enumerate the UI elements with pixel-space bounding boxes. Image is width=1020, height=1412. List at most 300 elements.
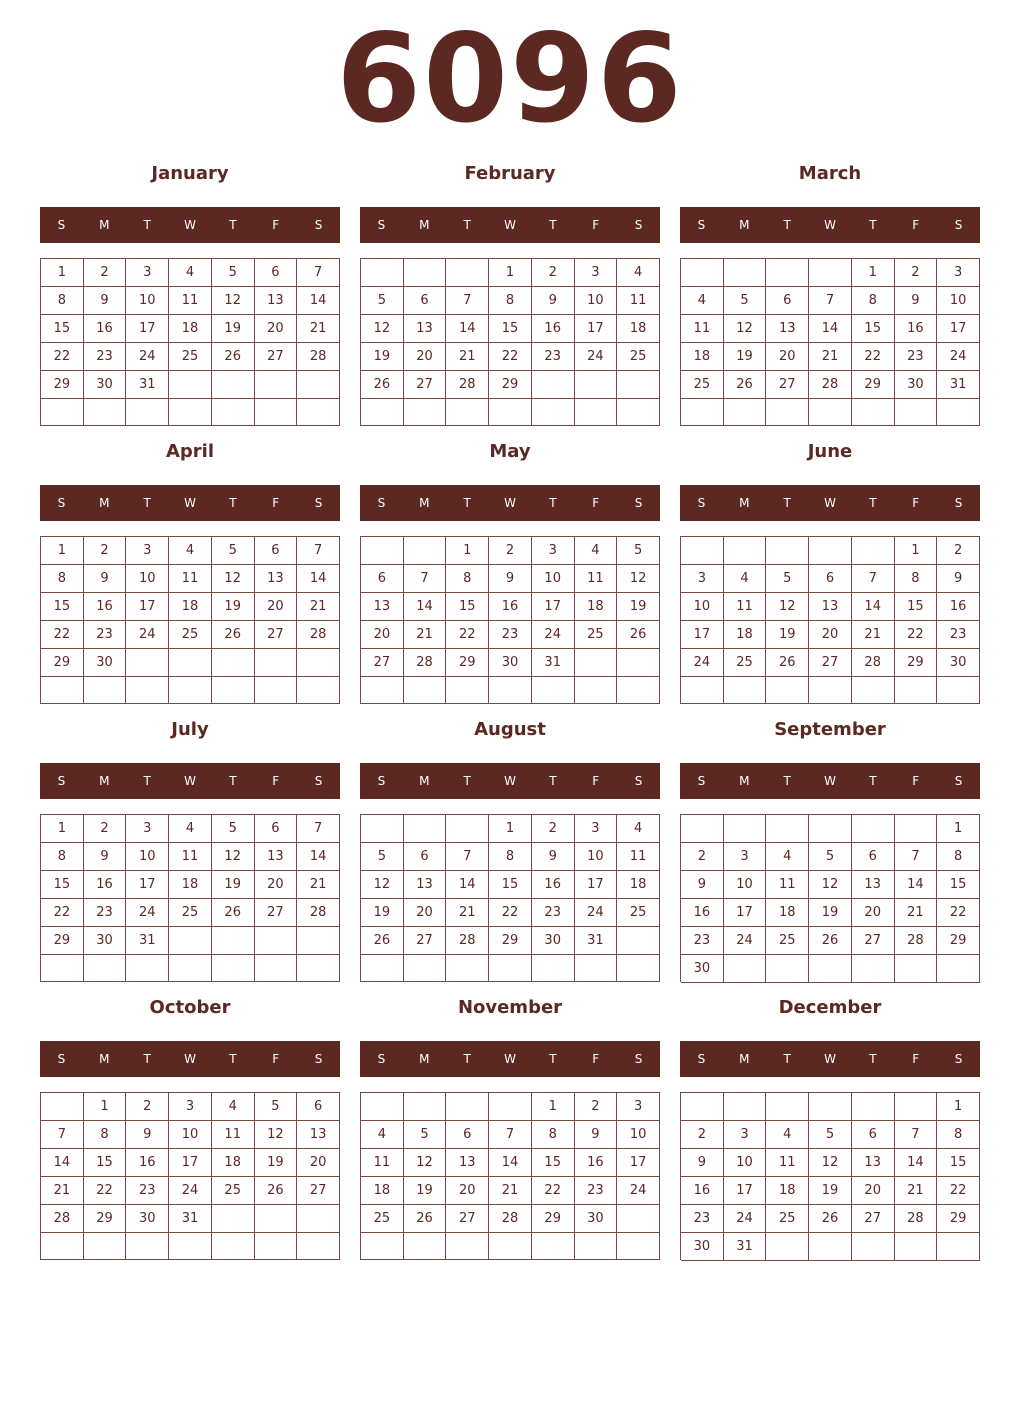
- day-cell: 4: [617, 259, 660, 287]
- day-cell: 5: [361, 843, 404, 871]
- day-cell: 12: [361, 871, 404, 899]
- day-cell: 23: [84, 343, 127, 371]
- weekday-label: S: [634, 218, 643, 232]
- day-cell: 24: [681, 649, 724, 677]
- day-cell: 31: [126, 371, 169, 399]
- weekday-label: T: [869, 218, 877, 232]
- day-cell: 4: [575, 537, 618, 565]
- day-cell: 10: [724, 1149, 767, 1177]
- day-cell: 8: [489, 843, 532, 871]
- day-cell: [297, 649, 340, 677]
- day-cell: 16: [126, 1149, 169, 1177]
- day-cell: 25: [617, 899, 660, 927]
- day-cell: 16: [489, 593, 532, 621]
- day-cell: 4: [681, 287, 724, 315]
- day-cell: 16: [532, 871, 575, 899]
- day-cell: [617, 649, 660, 677]
- day-cell: 19: [212, 593, 255, 621]
- day-cell: 19: [766, 621, 809, 649]
- day-cell: [766, 815, 809, 843]
- day-cell: 6: [404, 843, 447, 871]
- day-cell: 21: [297, 315, 340, 343]
- day-cell: [212, 649, 255, 677]
- day-cell: [169, 371, 212, 399]
- weekday-header: [40, 485, 340, 521]
- day-cell: 21: [895, 899, 938, 927]
- day-cell: [404, 955, 447, 982]
- day-cell: 18: [617, 315, 660, 343]
- day-cell: 25: [169, 899, 212, 927]
- day-cell: 28: [489, 1205, 532, 1233]
- day-cell: 27: [766, 371, 809, 399]
- weekday-label: T: [549, 774, 557, 788]
- day-cell: 1: [489, 259, 532, 287]
- day-cell: 31: [126, 927, 169, 955]
- weekday-label: S: [697, 1052, 706, 1066]
- weekday-label: S: [634, 1052, 643, 1066]
- weekday-label: W: [184, 496, 196, 510]
- day-cell: [681, 677, 724, 704]
- day-cell: 31: [937, 371, 980, 399]
- day-cell: 19: [361, 343, 404, 371]
- day-cell: 21: [446, 343, 489, 371]
- day-cell: 17: [126, 315, 169, 343]
- day-cell: 22: [937, 1177, 980, 1205]
- weekday-header: [360, 207, 660, 243]
- day-cell: 3: [681, 565, 724, 593]
- weekday-label: T: [229, 774, 237, 788]
- day-cell: 21: [404, 621, 447, 649]
- day-cell: 4: [766, 843, 809, 871]
- day-cell: [766, 399, 809, 426]
- weekday-header: [360, 485, 660, 521]
- day-cell: [489, 399, 532, 426]
- weekday-label: S: [377, 496, 386, 510]
- day-cell: 4: [169, 259, 212, 287]
- day-cell: 27: [404, 927, 447, 955]
- day-cell: 2: [681, 843, 724, 871]
- day-cell: 3: [575, 815, 618, 843]
- day-cell: [212, 677, 255, 704]
- day-cell: [766, 259, 809, 287]
- weekday-label: F: [272, 774, 280, 788]
- day-cell: 19: [212, 871, 255, 899]
- day-cell: 19: [212, 315, 255, 343]
- day-cell: 5: [617, 537, 660, 565]
- day-cell: [895, 815, 938, 843]
- weekday-label: T: [783, 218, 791, 232]
- day-cell: 31: [575, 927, 618, 955]
- weekday-label: S: [377, 1052, 386, 1066]
- day-cell: [532, 955, 575, 982]
- day-cell: 11: [681, 315, 724, 343]
- day-cell: 31: [169, 1205, 212, 1233]
- weekday-label: S: [57, 774, 66, 788]
- month-title: June: [807, 441, 853, 462]
- day-cell: 8: [489, 287, 532, 315]
- day-cell: 26: [212, 899, 255, 927]
- day-cell: 10: [126, 843, 169, 871]
- day-cell: 28: [852, 649, 895, 677]
- day-cell: 1: [41, 537, 84, 565]
- weekday-label: T: [143, 1052, 151, 1066]
- day-cell: [446, 399, 489, 426]
- day-grid: [680, 258, 980, 426]
- day-cell: 1: [41, 815, 84, 843]
- day-cell: 5: [212, 815, 255, 843]
- day-cell: [169, 1233, 212, 1260]
- day-cell: 12: [617, 565, 660, 593]
- weekday-label: F: [912, 496, 920, 510]
- weekday-label: T: [143, 218, 151, 232]
- day-cell: [297, 1205, 340, 1233]
- day-cell: 22: [489, 899, 532, 927]
- day-cell: 13: [255, 287, 298, 315]
- day-cell: [575, 1233, 618, 1260]
- day-cell: 23: [895, 343, 938, 371]
- day-cell: 23: [681, 1205, 724, 1233]
- day-cell: 27: [255, 621, 298, 649]
- day-cell: 11: [212, 1121, 255, 1149]
- day-cell: 27: [809, 649, 852, 677]
- day-cell: 18: [681, 343, 724, 371]
- day-cell: 9: [489, 565, 532, 593]
- day-cell: 9: [532, 287, 575, 315]
- day-cell: 17: [681, 621, 724, 649]
- day-cell: 30: [681, 1233, 724, 1261]
- day-cell: 17: [575, 871, 618, 899]
- day-grid: [40, 814, 340, 982]
- day-cell: 8: [937, 1121, 980, 1149]
- day-cell: 4: [169, 815, 212, 843]
- day-cell: 24: [575, 899, 618, 927]
- day-cell: 3: [126, 259, 169, 287]
- day-cell: [681, 1093, 724, 1121]
- day-cell: 9: [895, 287, 938, 315]
- day-cell: [617, 371, 660, 399]
- day-cell: 15: [937, 871, 980, 899]
- day-cell: [126, 1233, 169, 1260]
- day-cell: 27: [404, 371, 447, 399]
- weekday-label: T: [869, 1052, 877, 1066]
- weekday-label: S: [57, 496, 66, 510]
- day-cell: 25: [681, 371, 724, 399]
- day-cell: 13: [404, 315, 447, 343]
- day-cell: [895, 1093, 938, 1121]
- day-cell: [361, 1093, 404, 1121]
- day-cell: [361, 399, 404, 426]
- day-cell: 7: [852, 565, 895, 593]
- day-cell: [575, 399, 618, 426]
- day-cell: [41, 1093, 84, 1121]
- weekday-label: F: [592, 774, 600, 788]
- day-cell: [169, 399, 212, 426]
- weekday-header: [40, 207, 340, 243]
- day-cell: [766, 677, 809, 704]
- day-cell: 18: [169, 315, 212, 343]
- day-cell: 3: [575, 259, 618, 287]
- month-title: March: [798, 163, 862, 184]
- day-cell: [617, 1233, 660, 1260]
- day-cell: [255, 955, 298, 982]
- day-cell: 22: [937, 899, 980, 927]
- day-cell: [169, 677, 212, 704]
- day-cell: 4: [766, 1121, 809, 1149]
- day-cell: 24: [169, 1177, 212, 1205]
- day-cell: 16: [681, 899, 724, 927]
- day-cell: 21: [895, 1177, 938, 1205]
- day-cell: [852, 955, 895, 983]
- day-cell: 18: [169, 871, 212, 899]
- day-cell: 15: [446, 593, 489, 621]
- weekday-label: M: [419, 496, 430, 510]
- day-cell: 20: [255, 593, 298, 621]
- day-cell: 31: [724, 1233, 767, 1261]
- day-cell: [617, 677, 660, 704]
- weekday-label: M: [99, 1052, 110, 1066]
- day-cell: 28: [895, 1205, 938, 1233]
- day-cell: 29: [937, 1205, 980, 1233]
- day-cell: 24: [724, 927, 767, 955]
- day-cell: 24: [937, 343, 980, 371]
- weekday-label: W: [504, 1052, 516, 1066]
- weekday-label: M: [99, 496, 110, 510]
- day-cell: 26: [724, 371, 767, 399]
- day-cell: 29: [84, 1205, 127, 1233]
- day-cell: 4: [212, 1093, 255, 1121]
- day-cell: 8: [532, 1121, 575, 1149]
- day-cell: 10: [126, 287, 169, 315]
- day-cell: 22: [41, 899, 84, 927]
- day-cell: [724, 1093, 767, 1121]
- day-cell: 7: [297, 537, 340, 565]
- weekday-header: [40, 1041, 340, 1077]
- day-cell: 5: [809, 1121, 852, 1149]
- day-cell: 15: [41, 315, 84, 343]
- day-cell: 21: [852, 621, 895, 649]
- day-cell: 20: [446, 1177, 489, 1205]
- day-cell: [532, 371, 575, 399]
- day-cell: [212, 1205, 255, 1233]
- day-cell: 3: [617, 1093, 660, 1121]
- day-cell: 18: [169, 593, 212, 621]
- day-grid: [360, 258, 660, 426]
- weekday-label: T: [783, 496, 791, 510]
- day-cell: 12: [255, 1121, 298, 1149]
- day-cell: 28: [297, 343, 340, 371]
- day-cell: 23: [937, 621, 980, 649]
- day-cell: [446, 1233, 489, 1260]
- day-cell: 10: [532, 565, 575, 593]
- day-cell: [126, 399, 169, 426]
- day-cell: 20: [255, 871, 298, 899]
- day-cell: [895, 1233, 938, 1261]
- day-cell: 21: [41, 1177, 84, 1205]
- day-cell: 3: [724, 843, 767, 871]
- day-cell: [84, 399, 127, 426]
- day-cell: 17: [937, 315, 980, 343]
- weekday-label: S: [634, 774, 643, 788]
- day-cell: 27: [361, 649, 404, 677]
- day-cell: [809, 815, 852, 843]
- weekday-label: S: [954, 218, 963, 232]
- day-cell: 14: [297, 287, 340, 315]
- day-grid: [40, 536, 340, 704]
- day-cell: 13: [446, 1149, 489, 1177]
- day-cell: 1: [852, 259, 895, 287]
- day-cell: 3: [126, 537, 169, 565]
- day-cell: 27: [852, 927, 895, 955]
- day-cell: 30: [532, 927, 575, 955]
- day-cell: 8: [41, 565, 84, 593]
- day-cell: 27: [852, 1205, 895, 1233]
- day-cell: [169, 649, 212, 677]
- day-cell: 20: [852, 899, 895, 927]
- day-cell: 12: [212, 287, 255, 315]
- day-cell: [895, 399, 938, 426]
- day-cell: 17: [575, 315, 618, 343]
- day-cell: 27: [255, 343, 298, 371]
- day-cell: 4: [724, 565, 767, 593]
- day-cell: [361, 537, 404, 565]
- day-cell: 15: [489, 871, 532, 899]
- weekday-label: W: [504, 218, 516, 232]
- weekday-header: [680, 207, 980, 243]
- day-cell: 1: [489, 815, 532, 843]
- day-cell: 6: [852, 1121, 895, 1149]
- day-cell: 29: [489, 927, 532, 955]
- day-cell: 18: [766, 899, 809, 927]
- year-title: 6096: [336, 8, 684, 150]
- day-cell: 30: [84, 371, 127, 399]
- day-cell: 9: [84, 287, 127, 315]
- day-cell: 23: [84, 899, 127, 927]
- day-cell: 10: [937, 287, 980, 315]
- day-cell: 2: [84, 815, 127, 843]
- day-cell: 12: [766, 593, 809, 621]
- day-cell: [489, 1233, 532, 1260]
- day-cell: [41, 677, 84, 704]
- day-cell: 19: [724, 343, 767, 371]
- day-cell: 12: [212, 565, 255, 593]
- day-cell: 30: [681, 955, 724, 983]
- day-cell: 1: [937, 815, 980, 843]
- day-cell: 13: [766, 315, 809, 343]
- day-cell: 28: [446, 371, 489, 399]
- day-grid: [360, 814, 660, 982]
- day-cell: [446, 1093, 489, 1121]
- day-cell: 10: [681, 593, 724, 621]
- day-cell: 9: [575, 1121, 618, 1149]
- month-title: January: [151, 163, 229, 184]
- day-cell: 23: [84, 621, 127, 649]
- day-cell: 29: [532, 1205, 575, 1233]
- day-cell: [852, 677, 895, 704]
- weekday-label: T: [549, 218, 557, 232]
- day-cell: [617, 1205, 660, 1233]
- weekday-label: M: [99, 218, 110, 232]
- day-cell: [681, 815, 724, 843]
- day-cell: 17: [169, 1149, 212, 1177]
- day-cell: 17: [617, 1149, 660, 1177]
- day-cell: 28: [41, 1205, 84, 1233]
- weekday-header: [40, 763, 340, 799]
- day-cell: 30: [937, 649, 980, 677]
- day-cell: 1: [532, 1093, 575, 1121]
- day-cell: 9: [84, 843, 127, 871]
- day-cell: [255, 371, 298, 399]
- day-cell: 28: [895, 927, 938, 955]
- day-cell: 5: [212, 259, 255, 287]
- day-cell: [212, 371, 255, 399]
- day-cell: 29: [41, 371, 84, 399]
- weekday-label: F: [912, 1052, 920, 1066]
- day-cell: 24: [575, 343, 618, 371]
- day-cell: 10: [575, 287, 618, 315]
- day-cell: 28: [297, 899, 340, 927]
- day-cell: [575, 371, 618, 399]
- day-cell: 20: [255, 315, 298, 343]
- day-cell: 2: [489, 537, 532, 565]
- day-cell: 14: [446, 871, 489, 899]
- day-cell: [489, 677, 532, 704]
- weekday-label: T: [229, 218, 237, 232]
- day-cell: [404, 537, 447, 565]
- day-cell: 11: [169, 565, 212, 593]
- day-cell: [255, 399, 298, 426]
- day-cell: 11: [169, 843, 212, 871]
- day-cell: 3: [169, 1093, 212, 1121]
- weekday-label: S: [314, 774, 323, 788]
- day-cell: [212, 1233, 255, 1260]
- day-cell: 6: [809, 565, 852, 593]
- day-cell: 7: [41, 1121, 84, 1149]
- day-cell: 7: [489, 1121, 532, 1149]
- day-cell: [297, 955, 340, 982]
- day-cell: 20: [852, 1177, 895, 1205]
- day-cell: [617, 955, 660, 982]
- day-cell: 12: [809, 1149, 852, 1177]
- weekday-label: S: [634, 496, 643, 510]
- day-cell: [937, 1233, 980, 1261]
- day-cell: 17: [724, 1177, 767, 1205]
- day-cell: [724, 677, 767, 704]
- weekday-label: S: [314, 1052, 323, 1066]
- day-cell: 8: [895, 565, 938, 593]
- day-cell: 9: [681, 871, 724, 899]
- day-cell: [126, 677, 169, 704]
- day-cell: [297, 1233, 340, 1260]
- day-cell: 14: [446, 315, 489, 343]
- weekday-label: T: [783, 774, 791, 788]
- day-cell: [489, 1093, 532, 1121]
- day-cell: 10: [724, 871, 767, 899]
- day-cell: [809, 677, 852, 704]
- day-cell: 5: [361, 287, 404, 315]
- day-cell: 27: [446, 1205, 489, 1233]
- day-cell: 30: [126, 1205, 169, 1233]
- day-cell: 23: [575, 1177, 618, 1205]
- day-grid: [360, 536, 660, 704]
- day-cell: 13: [852, 871, 895, 899]
- day-cell: [446, 815, 489, 843]
- day-cell: 18: [575, 593, 618, 621]
- weekday-header: [360, 763, 660, 799]
- day-cell: 20: [766, 343, 809, 371]
- day-cell: 18: [617, 871, 660, 899]
- day-cell: 10: [575, 843, 618, 871]
- day-cell: [809, 1093, 852, 1121]
